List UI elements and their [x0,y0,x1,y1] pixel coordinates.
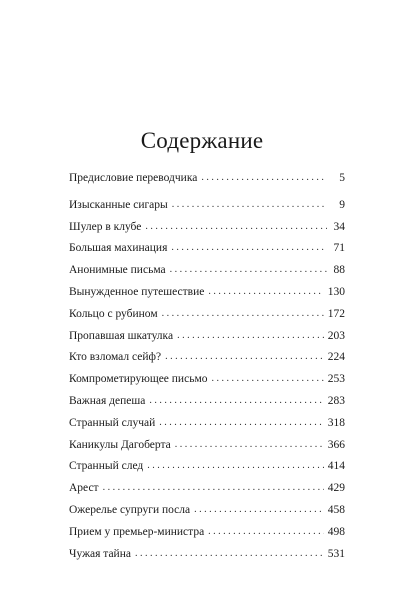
toc-entry [69,413,345,435]
toc-entry-page: 203 [327,329,345,342]
toc-entry-page: 5 [339,172,345,184]
toc-entry [69,435,345,457]
dot-leader [211,368,323,390]
toc-entry-page: 224 [327,351,345,364]
dot-leader [103,477,324,499]
toc-entry [69,304,345,326]
toc-entry-label: Большая махинация [69,242,168,255]
toc-entry [69,326,345,348]
dot-leader [145,216,327,238]
toc-entry-page: 366 [327,438,345,451]
toc-entry [69,522,345,544]
dot-leader [147,455,323,477]
toc-entry-label: Кольцо с рубином [69,307,158,320]
table-of-contents [69,168,345,565]
toc-entry-label: Изысканные сигары [69,198,168,211]
toc-entry [69,478,345,500]
toc-entry-page: 318 [327,416,345,429]
dot-leader [149,390,323,412]
toc-entry-page: 9 [339,198,345,211]
dot-leader [201,167,327,189]
dot-leader [177,325,324,347]
toc-entry-label: Кто взломал сейф? [69,351,162,364]
dot-leader [172,194,327,216]
toc-entry-page: 71 [333,242,345,255]
dot-leader [194,499,324,521]
toc-entry [69,500,345,522]
toc-entry [69,456,345,478]
toc-entry-label: Пропавшая шкатулка [69,329,174,342]
toc-entry-label: Вынужденное путешествие [69,285,205,298]
toc-entry [69,347,345,369]
dot-leader [175,434,324,456]
dot-leader [162,303,324,325]
toc-entry [69,238,345,260]
toc-entry-page: 429 [327,482,345,495]
toc-entry [69,391,345,413]
toc-entry-page: 34 [333,220,345,233]
toc-entry [69,369,345,391]
toc-entry [69,168,345,190]
toc-entry-page: 498 [327,525,345,538]
toc-entry-label: Странный след [69,460,144,473]
dot-leader [170,259,327,281]
toc-entry [69,282,345,304]
toc-entry-label: Предисловие переводчика [69,172,198,184]
toc-entry-page: 172 [327,307,345,320]
toc-entry-label: Странный случай [69,416,156,429]
toc-entry [69,217,345,239]
toc-entry-label: Важная депеша [69,394,146,407]
page-title: Содержание [140,128,264,153]
toc-entry-label: Ожерелье супруги посла [69,503,191,516]
toc-entry-page: 88 [333,264,345,277]
toc-entry-page: 130 [327,285,345,298]
dot-leader [135,543,324,565]
toc-entry-page: 531 [327,547,345,560]
toc-entry-page: 283 [327,394,345,407]
toc-entry-label: Каникулы Дагоберта [69,438,171,451]
toc-entry-page: 458 [327,503,345,516]
toc-entry-page: 414 [327,460,345,473]
dot-leader [165,346,324,368]
toc-entry-label: Прием у премьер-министра [69,525,205,538]
toc-entry-label: Шулер в клубе [69,220,142,233]
toc-entry-label: Арест [69,482,99,495]
dot-leader [171,237,327,259]
toc-entry [69,260,345,282]
toc-entry [69,195,345,217]
toc-entry-label: Компрометирующее письмо [69,373,208,386]
toc-entry-label: Чужая тайна [69,547,131,560]
toc-entry-page: 253 [327,373,345,386]
dot-leader [159,412,324,434]
toc-entry [69,544,345,566]
dot-leader [208,281,323,303]
toc-entry-label: Анонимные письма [69,264,166,277]
dot-leader [208,521,324,543]
